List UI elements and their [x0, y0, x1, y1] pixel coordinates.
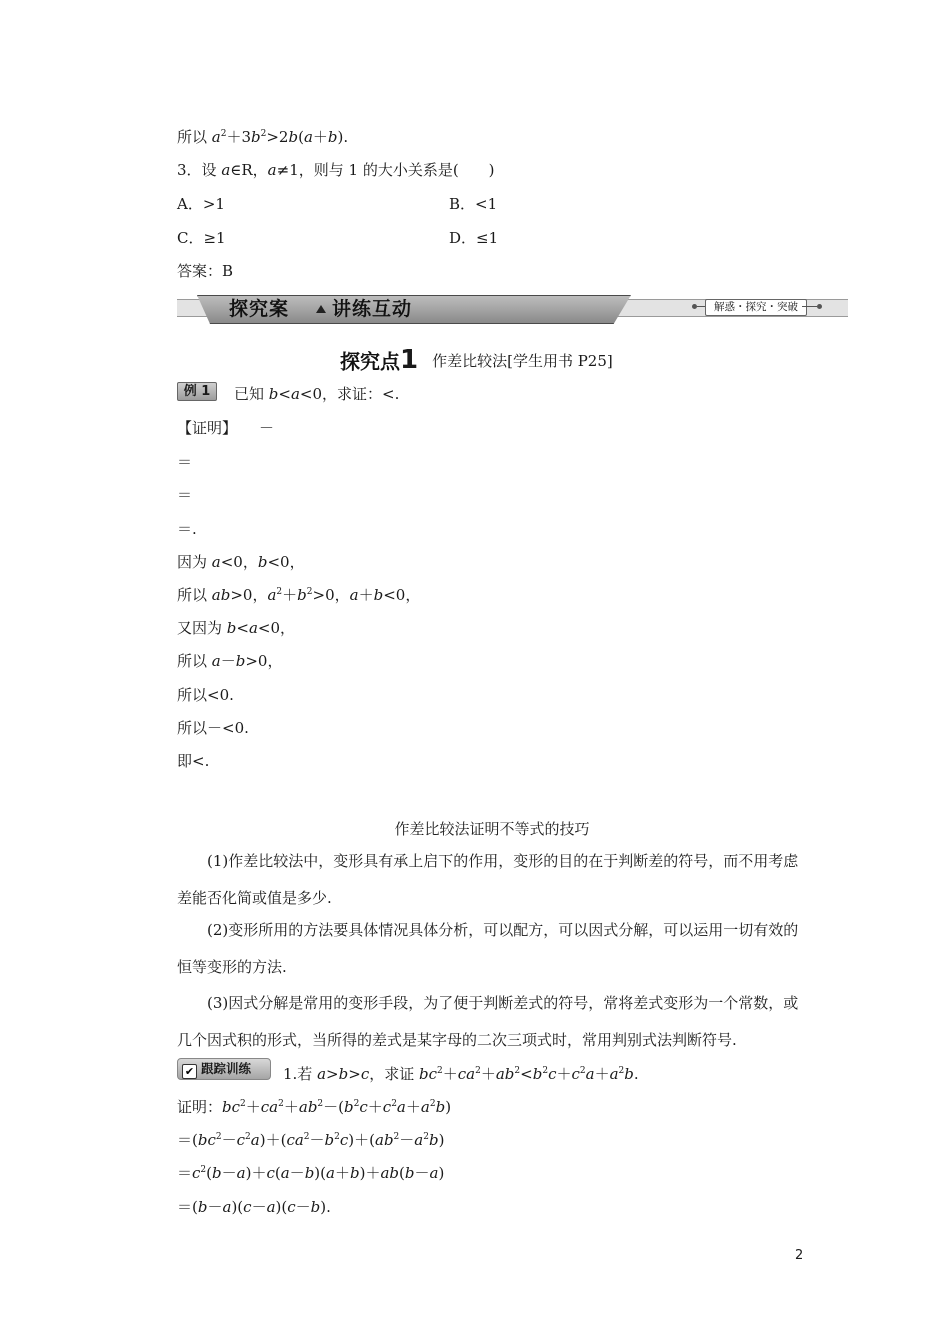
- divider: [697, 306, 705, 307]
- proof-line: 又因为 b<a<0，: [177, 619, 296, 637]
- section-banner: [177, 295, 848, 323]
- divider: [802, 306, 817, 307]
- followup-proof-line: 证明：$bc^2+ca^2+ab^2-(b^2c+c^2a+a^2b)$: [177, 1098, 452, 1116]
- tips-title: 作差比较法证明不等式的技巧: [394, 820, 590, 838]
- point-subtitle: 作差比较法[学生用书 P25]: [432, 351, 613, 370]
- proof-line: 【证明】 －: [177, 419, 275, 437]
- option-a: A．>1: [177, 195, 225, 213]
- example-statement: 已知 b<a<0，求证：<.: [234, 385, 400, 403]
- tips-paragraph: (1)作差比较法中，变形具有承上启下的作用，变形的目的在于判断差的符号，而不用考虑差能否化简或值是多少.: [177, 852, 799, 907]
- option-c: C．≥1: [177, 229, 226, 247]
- tips-paragraph: (3)因式分解是常用的变形手段，为了便于判断差式的符号，常将差式变形为一个常数，或几个因式积的形式，当所得的差式是某字母的二次三项式时，常用判别式法判断符号.: [177, 994, 799, 1049]
- proof-line: 所以 a－b>0，: [177, 652, 283, 670]
- followup-proof-line: ＝(b－a)(c－a)(c－b).: [177, 1198, 331, 1216]
- banner-tag: 解惑・探究・突破: [705, 299, 807, 316]
- answer: 答案：B: [177, 262, 234, 280]
- proof-line: 所以<0.: [177, 686, 234, 704]
- text-line: 所以 $a^2+3b^2>2b(a+b)$.: [177, 128, 349, 146]
- banner-left-title: 探究案: [229, 298, 290, 320]
- banner-right-title: 讲练互动: [332, 298, 413, 320]
- check-icon: ✔: [182, 1064, 197, 1079]
- followup-proof-line: $=c^2(b-a)+c(a-b)(a+b)+ab(b-a)$: [177, 1164, 445, 1182]
- point-label: 探究点: [340, 349, 400, 374]
- proof-line: 所以 ab>0，$a^2+b^2>0$，a＋b<0，: [177, 586, 421, 604]
- option-b: B．<1: [449, 195, 498, 213]
- proof-line: ＝.: [177, 520, 197, 538]
- proof-line: ＝: [177, 486, 193, 504]
- question-3: 3．设 a∈R，a≠1，则与 1 的大小关系是( ): [177, 161, 495, 179]
- proof-line: 因为 a<0，b<0，: [177, 553, 305, 571]
- proof-line: 所以－<0.: [177, 719, 249, 737]
- point-heading: [340, 345, 613, 375]
- followup-proof-line: $=(bc^2-c^2a)+(ca^2-b^2c)+(ab^2-a^2b)$: [177, 1131, 445, 1149]
- followup-question: 1.若 a>b>c，求证 $bc^2+ca^2+ab^2<b^2c+c^2a+a^2b$.: [283, 1065, 639, 1083]
- point-number: 1: [400, 345, 419, 375]
- example-badge: 例 1: [177, 382, 217, 401]
- dot-icon: [817, 304, 822, 309]
- followup-badge: ✔ 跟踪训练: [177, 1058, 271, 1080]
- option-d: D．≤1: [449, 229, 499, 247]
- triangle-icon: [316, 305, 326, 313]
- page-number: 2: [795, 1248, 804, 1263]
- proof-line: ＝: [177, 453, 193, 471]
- tips-paragraph: (2)变形所用的方法要具体情况具体分析，可以配方，可以因式分解，可以运用一切有效的恒等变形的方法.: [177, 921, 799, 976]
- proof-label: 【证明】: [177, 419, 238, 437]
- proof-line: 即<.: [177, 752, 210, 770]
